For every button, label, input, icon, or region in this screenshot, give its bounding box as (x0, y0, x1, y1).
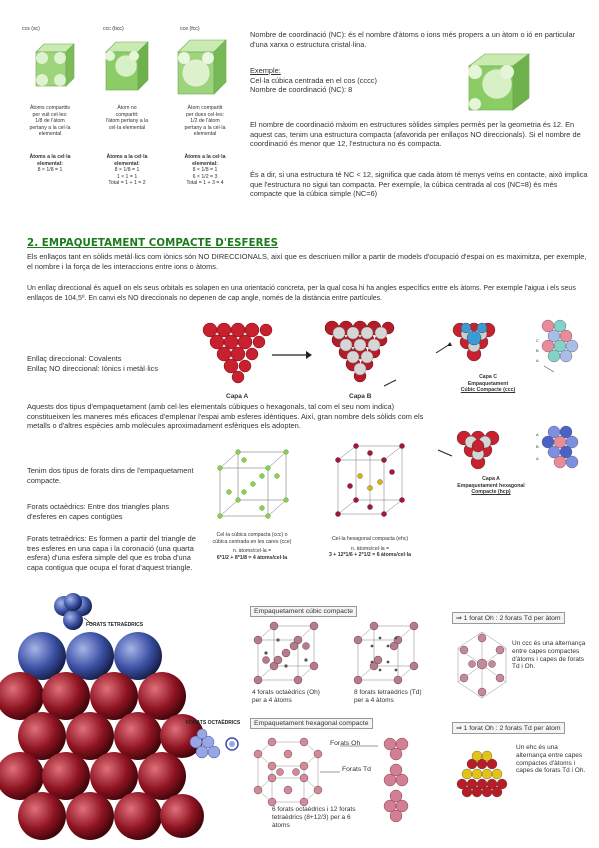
cubic-note: Un ccc és una alternança entre capes compactes d'àtoms i capes de forats Td i Oh. (512, 640, 586, 671)
octa-cluster-image (188, 730, 248, 764)
cell-sum: Àtoms a la cel·la elemental: 8 × 1/8 = 1 (29, 154, 71, 174)
hex-holes-stack-image (378, 736, 418, 826)
hcp-stack-image (534, 420, 586, 484)
layer-b-image (322, 318, 398, 384)
fcc-caption: Cel·la cúbica compacta (ccc) o cúbica centrada en les cares (cce) n. àtoms/cel·la = 6*1/2 + 8*1/8 = 4 àtoms/cel·la (212, 532, 292, 561)
cell-sum: Àtoms a la cel·la elemental: 8 × 1/8 = 1 1 × 1 = 1 Total = 1 + 1 = 2 (106, 154, 148, 187)
hex-text: 6 forats octaèdrics i 12 forats tetraèdrics (8+12/3) per a 6 àtoms (272, 806, 356, 829)
hex-cell-image (252, 734, 324, 806)
section-paragraph-3: Aquests dos tipus d'empaquetament (amb cel·les elementals cúbiques o hexagonals, tal com el seu nom indica) constitueixen les maneres més eficaces d'emplenar l'espai amb esferes idèntiques. Així, gran nombre dels sòlids com els metalls o d'altres espècies amb molècules aproximadament esfèriques els adopten. (27, 402, 424, 431)
svg-text:B: B (536, 444, 539, 449)
cubic-ratio: ⇒ 1 forat Oh : 2 forats Td per àtom (452, 612, 565, 624)
layer-b-label: Capa B (349, 393, 372, 400)
cell-header: ccs (sc) (22, 26, 40, 32)
section-paragraph-4: Tenim dos tipus de forats dins de l'empaquetament compacte. (27, 466, 194, 485)
section-paragraph-6: Forats tetraèdrics: Es formen a partir del triangle de tres esferes en una capa i la coronació (una quarta esfera) d'una esfera simple del que es troba d'una capa contigua que ocupa el forat d'aquest triangle. (27, 534, 196, 572)
svg-text:B: B (536, 348, 539, 353)
arrow-icon (436, 342, 452, 354)
hcp-caption: Cel·la hexagonal compacta (ehc) n. àtoms/cel·la = 3 + 12*1/6 + 2*1/2 = 6 àtoms/cel·la (328, 536, 412, 559)
label-lines (320, 742, 380, 782)
cell-desc: Àtom no compartit: l'àtom pertany a la cel·la elemental (105, 105, 149, 131)
svg-text:A: A (536, 358, 539, 363)
coord-paragraph-2: És a dir, si una estructura té NC < 12, significa que cada àtom té menys veïns en contacte, això implica que l'estructura no sigui tan compacta. Per exemple, la cúbica centrada al cos (NC=8) és més compacte que la cúbica simple (NC=6) (250, 170, 588, 199)
arrow-icon (438, 448, 454, 458)
cubic-oh-text: 4 forats octaèdrics (Oh) per a 4 àtoms (252, 689, 320, 704)
svg-text:A: A (536, 432, 539, 437)
hcp-lattice-image (330, 440, 410, 522)
coord-definition: Nombre de coordinació (NC): és el nombre d'àtoms o ions més propers a un àtom o ió en particular d'una xarxa o estructura cristal·lina. (250, 30, 576, 49)
section-paragraph-1: Els enllaços tant en sòlids metàl·lics com iònics són NO DIRECCIONALS, així que es descriuen millor a partir de models d'ocupació d'espai on es maximitza, per exemple, el nombre i la força de les interaccions entre ions o àtoms. (27, 252, 587, 271)
cubic-td-text: 8 forats tetraèdrics (Td) per a 4 àtoms (354, 689, 422, 704)
hex-note: Un ehc és una alternança entre capes compactes d'àtoms i capes de forats Td i Oh. (516, 744, 586, 775)
bcc-cell-image (98, 38, 154, 98)
section-paragraph-5: Forats octaèdrics: Entre dos triangles plans d'esferes en capes contigües (27, 502, 170, 521)
layer-a-label: Capa A (226, 393, 249, 400)
fcc-lattice-image (214, 446, 292, 522)
tetra-holes-label: FORATS TETRAÈDRICS (86, 622, 144, 628)
simple-cubic-cell-image (28, 38, 78, 94)
hex-ratio-image (452, 744, 514, 804)
cubic-td-image (352, 622, 422, 684)
hex-oh-label: Forats Oh (330, 740, 361, 747)
layer-c-caption: Capa C Empaquetament Cúbic Compacte (ccc) (460, 374, 516, 394)
cell-desc: Àtoms compartits per vuit cel·les: 1/8 de l'àtom pertany a la cel·la elemental (29, 105, 71, 138)
cell-header: ccc (bcc) (103, 26, 124, 32)
bcc-example-image (463, 50, 539, 114)
coord-paragraph-1: El nombre de coordinació màxim en estructures sòlides simples permès per la geometria és 12. En aquest cas, tenim una estructura compacta (afavorida per enllaços NO direccionals). Si el nombre de coordinació és menor que 12, l'estructura no és compacta. (250, 120, 581, 149)
cubic-holes-title: Empaquetament cúbic compacte (250, 606, 357, 617)
layer-a-image (200, 320, 272, 382)
section-paragraph-2: Un enllaç direccional és aquell on els seus orbitals es solapen en una orientació concreta, per la qual cosa hi ha angles específics entre els àtoms. Per exemple l'aigua i els seus enllaços de 104,5º. En canvi els NO direccionals no depenen de cap angle, només de la distància entre partícules. (27, 285, 576, 302)
cell-header: cce (fcc) (180, 26, 200, 32)
cubic-ratio-image (454, 630, 510, 700)
layer-a-hcp-image (454, 426, 506, 474)
bond-types: Enllaç direccional: Covalents Enllaç NO direccional: Iònics i metàl·lics (27, 354, 159, 373)
svg-text:A: A (536, 456, 539, 461)
cell-sum: Àtoms a la cel·la elemental: 8 × 1/8 = 1 6 × 1/2 = 3 Total = 1 + 3 = 4 (184, 154, 226, 187)
arrow-icon (272, 350, 312, 360)
layer-a-hcp-caption: Capa A Empaquetament hexagonal Compacte (hcp) (457, 476, 525, 496)
layer-c-image (450, 318, 500, 366)
hex-ratio: ⇒ 1 forat Oh : 2 forats Td per àtom (452, 722, 565, 734)
octa-holes-label: FORATS OCTAÈDRICS (186, 720, 241, 726)
section-title: 2. EMPAQUETAMENT COMPACTE D'ESFERES (27, 238, 279, 249)
hex-td-label: Forats Td (342, 766, 371, 773)
cell-desc: Àtom compartit per dues cel·les: 1/2 de l'àtom pertany a la cel·la elemental (184, 105, 226, 138)
close-packing-image (12, 596, 192, 848)
ccp-stack-image (534, 316, 584, 376)
hex-holes-title: Empaquetament hexagonal compacte (250, 718, 373, 729)
coord-example: Exemple: Cel·la cúbica centrada en el cos (cccc) Nombre de coordinació (NC): 8 (250, 66, 377, 95)
svg-text:C: C (536, 338, 539, 343)
cubic-oh-image (252, 622, 322, 684)
fcc-cell-image (172, 36, 232, 100)
arrow-icon (384, 378, 398, 388)
